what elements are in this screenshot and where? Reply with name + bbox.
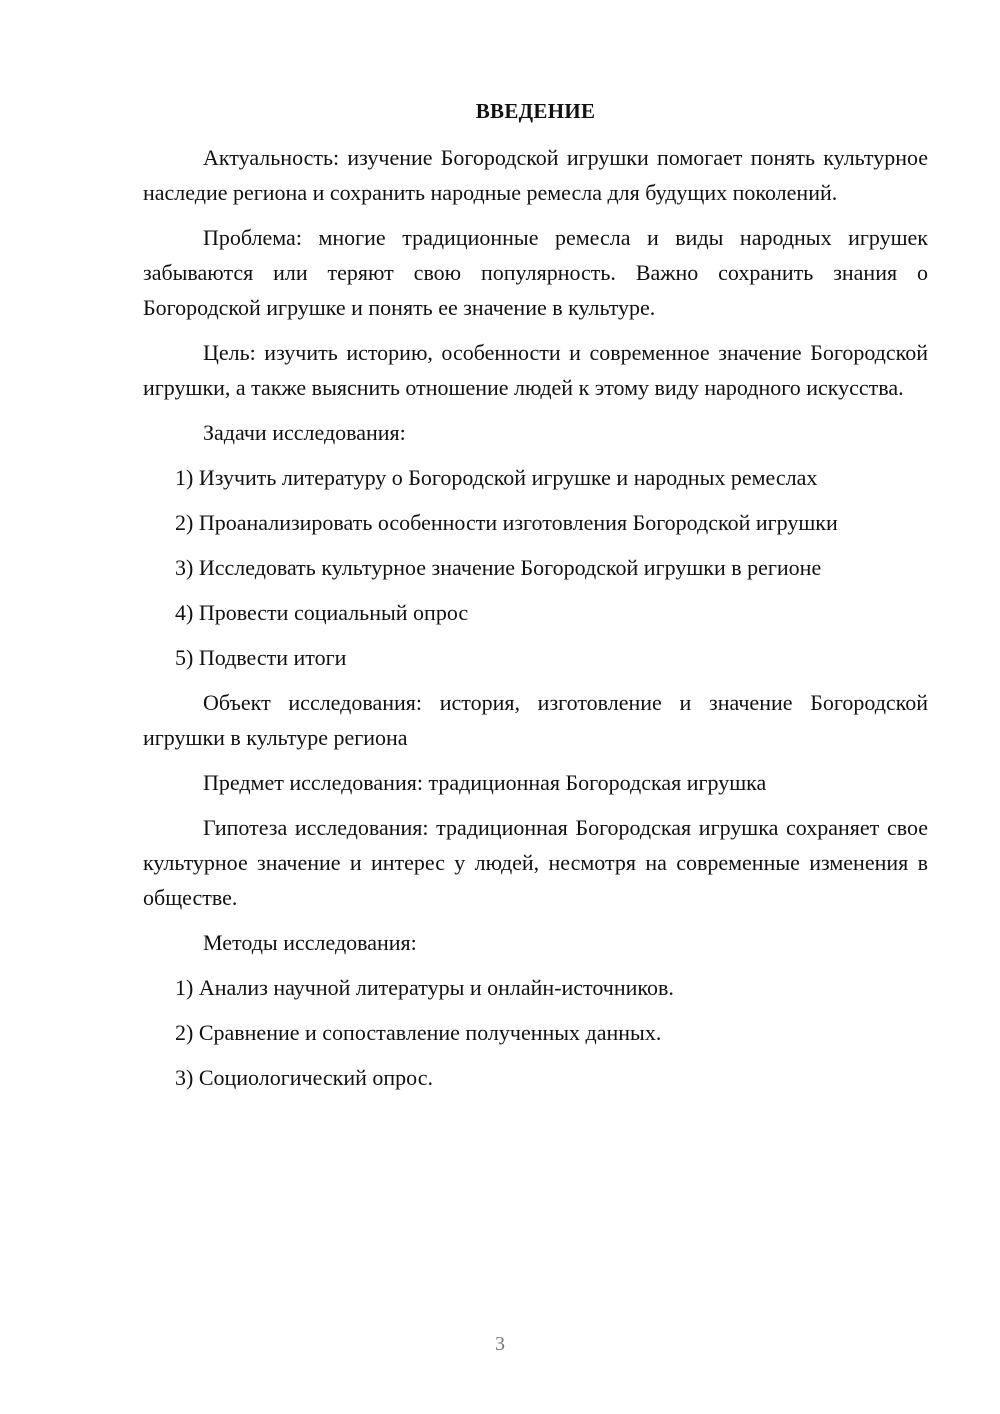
page-number: 3 [495,1333,505,1355]
task-item-3: 3) Исследовать культурное значение Богородской игрушки в регионе [175,555,822,580]
paragraph-goal: Цель: изучить историю, особенности и современное значение Богородской игрушки, а также выяснить отношение людей к этому виду народного искусства. [143,340,928,400]
paragraph-problem: Проблема: многие традиционные ремесла и виды народных игрушек забываются или теряют свою популярность. Важно сохранить знания о Богородской игрушке и понять ее значение в культуре. [143,225,928,320]
method-item-1: 1) Анализ научной литературы и онлайн-источников. [175,975,674,1000]
document-page [143,96,928,1105]
task-item-5: 5) Подвести итоги [175,645,347,670]
paragraph-relevance: Актуальность: изучение Богородской игрушки помогает понять культурное наследие региона и сохранить народные ремесла для будущих поколений. [143,145,928,205]
task-item-1: 1) Изучить литературу о Богородской игрушке и народных ремеслах [175,465,818,490]
section-title: ВВЕДЕНИЕ [475,99,596,123]
methods-heading: Методы исследования: [203,930,417,955]
task-item-4: 4) Провести социальный опрос [175,600,469,625]
tasks-heading: Задачи исследования: [203,420,406,445]
method-item-3: 3) Социологический опрос. [175,1065,433,1090]
paragraph-hypothesis: Гипотеза исследования: традиционная Богородская игрушка сохраняет свое культурное значение и интерес у людей, несмотря на современные изменения в обществе. [143,815,928,910]
paragraph-object: Объект исследования: история, изготовление и значение Богородской игрушки в культуре региона [143,690,928,750]
paragraph-subject: Предмет исследования: традиционная Богородская игрушка [203,770,767,795]
method-item-2: 2) Сравнение и сопоставление полученных данных. [175,1020,662,1045]
task-item-2: 2) Проанализировать особенности изготовления Богородской игрушки [175,510,838,535]
